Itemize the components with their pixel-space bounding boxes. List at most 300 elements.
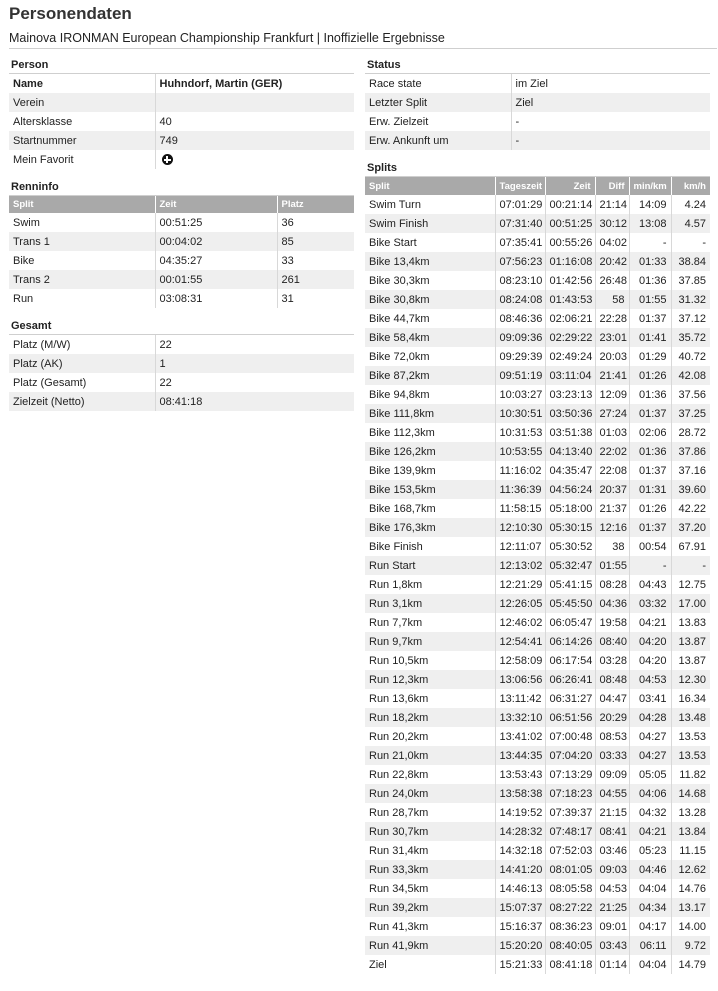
splits-cell: 00:54 xyxy=(629,537,671,556)
person-table xyxy=(9,74,354,169)
title-divider xyxy=(9,48,717,49)
splits-cell: 37.20 xyxy=(671,518,710,537)
renninfo-row xyxy=(9,213,354,232)
splits-row xyxy=(365,271,710,290)
left-column xyxy=(9,57,354,411)
splits-cell: 67.91 xyxy=(678,540,706,553)
splits-cell: 03:32 xyxy=(629,594,671,613)
splits-header: Zeit xyxy=(545,177,595,195)
splits-cell: - xyxy=(629,233,671,252)
splits-cell: 12.62 xyxy=(671,860,710,879)
splits-cell: Run 28,7km xyxy=(365,803,495,822)
splits-cell: 13:11:42 xyxy=(495,689,545,708)
splits-cell: 13:08 xyxy=(629,214,671,233)
splits-cell: 09:03 xyxy=(595,860,629,879)
splits-row xyxy=(365,594,710,613)
splits-cell: 07:52:03 xyxy=(545,841,595,860)
splits-row xyxy=(365,347,710,366)
splits-cell: 07:48:17 xyxy=(545,822,595,841)
splits-cell: 03:43 xyxy=(595,936,629,955)
splits-cell: 08:24:08 xyxy=(495,290,545,309)
splits-cell: 01:55 xyxy=(595,556,629,575)
splits-cell: 08:46:36 xyxy=(495,309,545,328)
splits-cell: 21:25 xyxy=(595,898,629,917)
splits-cell: 07:00:48 xyxy=(545,727,595,746)
splits-cell: 21:41 xyxy=(595,366,629,385)
splits-cell: 04:17 xyxy=(629,917,671,936)
renninfo-header: Split xyxy=(9,196,155,213)
splits-cell: 01:36 xyxy=(629,271,671,290)
person-row xyxy=(9,93,354,112)
gesamt-table xyxy=(9,335,354,411)
splits-cell: 4.57 xyxy=(671,214,710,233)
splits-cell: 13.17 xyxy=(671,898,710,917)
splits-cell: Bike 153,5km xyxy=(365,480,495,499)
splits-cell: 39.60 xyxy=(671,480,710,499)
splits-cell: Run 1,8km xyxy=(365,575,495,594)
splits-cell: 37.56 xyxy=(678,388,706,401)
splits-cell: 02:06 xyxy=(629,423,671,442)
renninfo-row xyxy=(9,251,354,270)
status-table xyxy=(365,74,710,150)
page-title: Personendaten xyxy=(9,4,132,23)
splits-cell: 01:43:53 xyxy=(545,290,595,309)
splits-cell: 4.24 xyxy=(684,198,706,211)
splits-cell: 23:01 xyxy=(595,328,629,347)
person-value: Huhndorf, Martin (GER) xyxy=(159,77,283,90)
person-label: Startnummer xyxy=(9,131,155,150)
splits-cell: 07:39:37 xyxy=(545,803,595,822)
splits-cell: 16.34 xyxy=(678,692,706,705)
splits-cell: 03:51:38 xyxy=(545,423,595,442)
splits-cell: Run 30,7km xyxy=(365,822,495,841)
splits-cell: 01:36 xyxy=(629,442,671,461)
splits-row xyxy=(365,651,710,670)
splits-cell: 37.12 xyxy=(678,312,706,325)
renninfo-header: Platz xyxy=(277,196,354,213)
splits-cell: 07:18:23 xyxy=(545,784,595,803)
splits-row xyxy=(365,936,710,955)
splits-cell: 01:33 xyxy=(629,252,671,271)
splits-cell: 04:43 xyxy=(629,575,671,594)
splits-cell: 03:46 xyxy=(595,841,629,860)
splits-cell: 01:03 xyxy=(595,423,629,442)
splits-cell: 13.87 xyxy=(671,632,710,651)
splits-cell: Bike 94,8km xyxy=(365,385,495,404)
splits-cell: 40.72 xyxy=(678,350,706,363)
renninfo-cell: Trans 1 xyxy=(9,232,155,251)
splits-cell: Swim Turn xyxy=(365,195,495,214)
splits-row xyxy=(365,309,710,328)
splits-cell: 08:53 xyxy=(595,727,629,746)
splits-cell: 08:28 xyxy=(595,575,629,594)
splits-cell: Run 20,2km xyxy=(365,727,495,746)
renninfo-cell: 00:01:55 xyxy=(155,270,277,289)
splits-cell: 04:36 xyxy=(595,594,629,613)
splits-cell: 13.87 xyxy=(678,654,706,667)
splits-cell: 04:06 xyxy=(629,784,671,803)
splits-header: km/h xyxy=(671,177,710,195)
splits-cell: Bike 111,8km xyxy=(365,404,495,423)
renninfo-cell: 33 xyxy=(281,254,294,267)
splits-cell: 38 xyxy=(595,537,629,556)
splits-cell: 02:06:21 xyxy=(545,309,595,328)
splits-row xyxy=(365,499,710,518)
splits-cell: 13.28 xyxy=(678,806,706,819)
renninfo-cell: 00:51:25 xyxy=(155,213,277,232)
splits-cell: 12:21:29 xyxy=(495,575,545,594)
splits-cell: Run 34,5km xyxy=(365,879,495,898)
renninfo-cell: 00:04:02 xyxy=(155,232,277,251)
splits-cell: 05:23 xyxy=(629,841,671,860)
splits-cell: 06:31:27 xyxy=(545,689,595,708)
splits-cell: 14.76 xyxy=(678,882,706,895)
splits-cell: Run 18,2km xyxy=(365,708,495,727)
splits-row xyxy=(365,214,710,233)
splits-cell: Bike 13,4km xyxy=(365,252,495,271)
splits-row xyxy=(365,575,710,594)
status-value: - xyxy=(511,131,710,150)
splits-cell: 14:19:52 xyxy=(495,803,545,822)
splits-cell: 04:46 xyxy=(629,860,671,879)
splits-cell: 9.72 xyxy=(671,936,710,955)
splits-cell: Ziel xyxy=(365,955,495,974)
splits-header: Diff xyxy=(595,177,629,195)
splits-cell: 08:40 xyxy=(595,632,629,651)
status-label: Erw. Zielzeit xyxy=(365,112,511,131)
splits-cell: 10:53:55 xyxy=(495,442,545,461)
splits-cell: 03:50:36 xyxy=(545,404,595,423)
splits-row xyxy=(365,613,710,632)
status-label: Letzter Split xyxy=(365,93,511,112)
splits-cell: Run 12,3km xyxy=(365,670,495,689)
splits-row xyxy=(365,841,710,860)
splits-cell: 20:42 xyxy=(595,252,629,271)
splits-header: Split xyxy=(365,177,495,195)
renninfo-section-title: Renninfo xyxy=(9,179,354,196)
splits-cell: 13.53 xyxy=(678,730,706,743)
splits-cell: 05:05 xyxy=(629,765,671,784)
splits-cell: 04:34 xyxy=(629,898,671,917)
splits-cell: 11.82 xyxy=(679,768,706,781)
gesamt-row xyxy=(9,392,354,411)
splits-cell: 08:05:58 xyxy=(545,879,595,898)
splits-cell: 13:58:38 xyxy=(495,784,545,803)
gesamt-row xyxy=(9,335,354,354)
splits-cell: 11.15 xyxy=(679,844,706,857)
splits-cell: 01:37 xyxy=(629,309,671,328)
splits-cell: 07:31:40 xyxy=(495,214,545,233)
splits-cell: 09:51:19 xyxy=(495,366,545,385)
gesamt-label: Platz (Gesamt) xyxy=(9,373,155,392)
splits-header: Tageszeit xyxy=(495,177,545,195)
splits-cell: 08:23:10 xyxy=(495,271,545,290)
splits-cell: 00:51:25 xyxy=(545,214,595,233)
splits-cell: 09:01 xyxy=(595,917,629,936)
splits-cell: Run 21,0km xyxy=(365,746,495,765)
plus-circle-icon[interactable] xyxy=(162,154,173,165)
splits-row xyxy=(365,442,710,461)
splits-cell: 10:03:27 xyxy=(495,385,545,404)
splits-cell: 12:46:02 xyxy=(495,613,545,632)
splits-cell: 13:32:10 xyxy=(495,708,545,727)
splits-cell: 13.83 xyxy=(678,616,706,629)
splits-cell: 22:08 xyxy=(595,461,629,480)
splits-row xyxy=(365,689,710,708)
splits-cell: 01:36 xyxy=(629,385,671,404)
splits-cell: 04:56:24 xyxy=(545,480,595,499)
splits-header: min/km xyxy=(629,177,671,195)
splits-cell: Bike Finish xyxy=(365,537,495,556)
splits-row xyxy=(365,195,710,214)
splits-cell: 04:47 xyxy=(595,689,629,708)
splits-cell: 12:11:07 xyxy=(495,537,545,556)
splits-cell: 15:07:37 xyxy=(495,898,545,917)
splits-cell: 04:53 xyxy=(595,879,629,898)
splits-cell: 12.75 xyxy=(678,578,706,591)
splits-cell: 15:21:33 xyxy=(495,955,545,974)
splits-row xyxy=(365,461,710,480)
gesamt-row xyxy=(9,373,354,392)
splits-section-title: Splits xyxy=(365,160,710,177)
splits-cell: 01:55 xyxy=(629,290,671,309)
splits-row xyxy=(365,746,710,765)
splits-cell: 06:17:54 xyxy=(545,651,595,670)
splits-row xyxy=(365,404,710,423)
splits-cell: 12:58:09 xyxy=(495,651,545,670)
right-column xyxy=(365,57,710,974)
splits-row xyxy=(365,480,710,499)
splits-cell: 07:56:23 xyxy=(495,252,545,271)
gesamt-value: 1 xyxy=(155,354,354,373)
splits-cell: 06:26:41 xyxy=(545,670,595,689)
splits-cell: 14:46:13 xyxy=(495,879,545,898)
splits-cell: 08:41:18 xyxy=(545,955,595,974)
splits-cell: 13:41:02 xyxy=(495,727,545,746)
splits-cell: 11:58:15 xyxy=(495,499,545,518)
splits-cell: 08:27:22 xyxy=(545,898,595,917)
splits-cell: 13.48 xyxy=(671,708,710,727)
splits-row xyxy=(365,537,710,556)
renninfo-header: Zeit xyxy=(155,196,277,213)
splits-cell: Bike 30,8km xyxy=(365,290,495,309)
splits-cell: 13:06:56 xyxy=(495,670,545,689)
splits-cell: 42.22 xyxy=(678,502,706,515)
splits-cell: 07:13:29 xyxy=(545,765,595,784)
splits-cell: Bike Start xyxy=(365,233,495,252)
splits-cell: Run 41,3km xyxy=(365,917,495,936)
splits-cell: 12:10:30 xyxy=(495,518,545,537)
renninfo-cell: 31 xyxy=(281,292,294,305)
splits-cell: 14.68 xyxy=(671,784,710,803)
splits-cell: 01:26 xyxy=(629,499,671,518)
splits-cell: 03:11:04 xyxy=(545,366,595,385)
splits-cell: 12:16 xyxy=(595,518,629,537)
splits-cell: 01:26 xyxy=(629,366,671,385)
splits-table xyxy=(365,177,710,974)
splits-cell: 04:32 xyxy=(629,803,671,822)
splits-cell: Run Start xyxy=(365,556,495,575)
gesamt-value: 22 xyxy=(159,376,172,389)
splits-cell: 08:40:05 xyxy=(545,936,595,955)
splits-cell: 13.84 xyxy=(671,822,710,841)
splits-row xyxy=(365,632,710,651)
splits-cell: 14:41:20 xyxy=(495,860,545,879)
favorite-toggle[interactable] xyxy=(155,150,354,169)
splits-cell: 06:51:56 xyxy=(545,708,595,727)
splits-cell: 09:09:36 xyxy=(495,328,545,347)
status-value: im Ziel xyxy=(515,77,548,90)
splits-cell: 04:27 xyxy=(629,746,671,765)
splits-row xyxy=(365,803,710,822)
splits-cell: 05:41:15 xyxy=(545,575,595,594)
splits-cell: 04:04 xyxy=(629,955,671,974)
status-label: Race state xyxy=(365,74,511,93)
renninfo-cell: 36 xyxy=(281,216,294,229)
renninfo-cell: Bike xyxy=(9,251,155,270)
splits-cell: 04:20 xyxy=(629,632,671,651)
person-label: Altersklasse xyxy=(9,112,155,131)
splits-row xyxy=(365,784,710,803)
renninfo-row xyxy=(9,232,354,251)
splits-cell: 22:28 xyxy=(595,309,629,328)
splits-row xyxy=(365,765,710,784)
status-row xyxy=(365,112,710,131)
status-value: - xyxy=(515,115,520,128)
renninfo-cell: 261 xyxy=(277,270,354,289)
splits-cell: 20:37 xyxy=(595,480,629,499)
splits-cell: Bike 72,0km xyxy=(365,347,495,366)
splits-cell: Bike 87,2km xyxy=(365,366,495,385)
splits-cell: 08:36:23 xyxy=(545,917,595,936)
splits-row xyxy=(365,328,710,347)
person-row xyxy=(9,150,354,169)
splits-cell: 08:41 xyxy=(595,822,629,841)
splits-row xyxy=(365,518,710,537)
renninfo-table xyxy=(9,196,354,308)
splits-cell: 04:02 xyxy=(595,233,629,252)
splits-cell: 01:29 xyxy=(629,347,671,366)
splits-row xyxy=(365,917,710,936)
splits-cell: 05:45:50 xyxy=(545,594,595,613)
splits-cell: 37.25 xyxy=(671,404,710,423)
splits-cell: 02:49:24 xyxy=(545,347,595,366)
splits-cell: 01:16:08 xyxy=(545,252,595,271)
splits-cell: 05:30:15 xyxy=(545,518,595,537)
renninfo-cell: Run xyxy=(9,289,155,308)
splits-cell: Run 41,9km xyxy=(365,936,495,955)
person-value: 40 xyxy=(159,115,172,128)
splits-cell: 13:53:43 xyxy=(495,765,545,784)
splits-cell: 07:35:41 xyxy=(495,233,545,252)
splits-cell: Swim Finish xyxy=(365,214,495,233)
splits-cell: 12:54:41 xyxy=(495,632,545,651)
splits-cell: 07:04:20 xyxy=(545,746,595,765)
renninfo-cell: Trans 2 xyxy=(9,270,155,289)
splits-cell: 09:09 xyxy=(595,765,629,784)
status-row xyxy=(365,93,710,112)
splits-cell: 10:31:53 xyxy=(495,423,545,442)
splits-cell: 01:41 xyxy=(629,328,671,347)
status-row xyxy=(365,131,710,150)
person-label: Mein Favorit xyxy=(9,150,155,169)
splits-cell: 42.08 xyxy=(671,366,710,385)
renninfo-cell: 03:08:31 xyxy=(155,289,277,308)
person-row xyxy=(9,131,354,150)
splits-cell: Bike 44,7km xyxy=(365,309,495,328)
splits-cell: 14:32:18 xyxy=(495,841,545,860)
splits-cell: Bike 176,3km xyxy=(365,518,495,537)
splits-cell: - xyxy=(629,556,671,575)
splits-cell: 00:21:14 xyxy=(545,195,595,214)
splits-cell: 11:36:39 xyxy=(495,480,545,499)
splits-cell: 21:14 xyxy=(595,195,629,214)
splits-cell: Run 31,4km xyxy=(365,841,495,860)
splits-cell: 08:48 xyxy=(595,670,629,689)
splits-cell: 30:12 xyxy=(595,214,629,233)
splits-row xyxy=(365,366,710,385)
splits-cell: 17.00 xyxy=(671,594,710,613)
splits-row xyxy=(365,385,710,404)
splits-cell: 37.16 xyxy=(678,464,706,477)
person-label: Name xyxy=(9,74,155,93)
splits-cell: Bike 126,2km xyxy=(365,442,495,461)
status-section-title: Status xyxy=(365,57,710,74)
splits-cell: 04:21 xyxy=(629,822,671,841)
splits-cell: 04:04 xyxy=(629,879,671,898)
renninfo-row xyxy=(9,289,354,308)
splits-cell: Bike 112,3km xyxy=(365,423,495,442)
splits-cell: 35.72 xyxy=(671,328,710,347)
splits-cell: 14.79 xyxy=(678,958,706,971)
splits-cell: 01:14 xyxy=(595,955,629,974)
splits-cell: 04:55 xyxy=(595,784,629,803)
splits-cell: 20:03 xyxy=(595,347,629,366)
splits-row xyxy=(365,727,710,746)
splits-cell: 14:09 xyxy=(629,195,671,214)
splits-cell: 14.00 xyxy=(678,920,706,933)
splits-cell: 19:58 xyxy=(595,613,629,632)
splits-cell: 22:02 xyxy=(595,442,629,461)
gesamt-label: Platz (M/W) xyxy=(9,335,155,354)
splits-cell: Run 7,7km xyxy=(365,613,495,632)
splits-cell: 01:42:56 xyxy=(545,271,595,290)
splits-cell: - xyxy=(671,556,710,575)
splits-cell: 13.53 xyxy=(671,746,710,765)
splits-cell: 04:28 xyxy=(629,708,671,727)
splits-cell: - xyxy=(702,236,706,249)
splits-cell: 21:37 xyxy=(595,499,629,518)
renninfo-cell: 04:35:27 xyxy=(155,251,277,270)
person-value xyxy=(155,93,354,112)
page-subtitle: Mainova IRONMAN European Championship Frankfurt | Inoffizielle Ergebnisse xyxy=(9,31,445,45)
gesamt-row xyxy=(9,354,354,373)
splits-cell: 26:48 xyxy=(595,271,629,290)
splits-cell: 13:44:35 xyxy=(495,746,545,765)
person-section-title: Person xyxy=(9,57,354,74)
splits-row xyxy=(365,233,710,252)
splits-cell: 15:16:37 xyxy=(495,917,545,936)
splits-cell: 12:13:02 xyxy=(495,556,545,575)
splits-cell: Run 10,5km xyxy=(365,651,495,670)
splits-cell: 21:15 xyxy=(595,803,629,822)
splits-cell: Bike 58,4km xyxy=(365,328,495,347)
splits-cell: 04:53 xyxy=(629,670,671,689)
splits-cell: 28.72 xyxy=(678,426,706,439)
splits-cell: 12.30 xyxy=(671,670,710,689)
gesamt-label: Zielzeit (Netto) xyxy=(9,392,155,411)
splits-cell: 05:30:52 xyxy=(545,537,595,556)
